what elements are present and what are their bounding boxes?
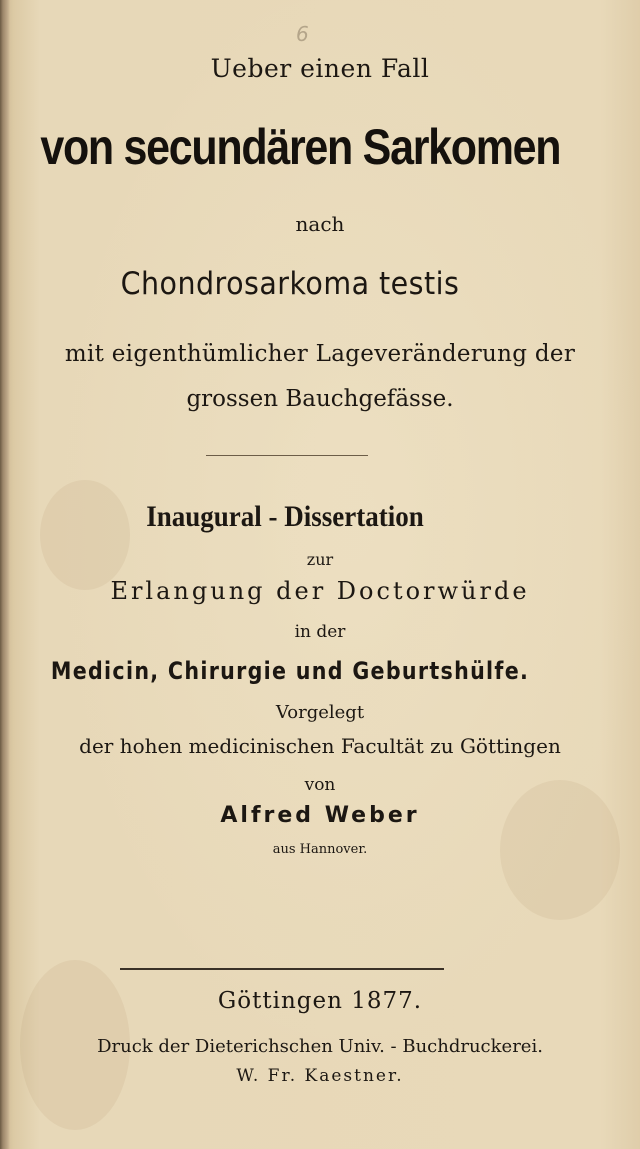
imprint-publisher: W. Fr. Kaestner. [236, 1066, 404, 1086]
title-line-ueber: Ueber einen Fall [210, 54, 430, 83]
pencil-page-mark: 6 [296, 22, 309, 46]
text-von: von [304, 775, 336, 795]
imprint-printer: Druck der Dieterichschen Univ. - Buchdruckerei. [97, 1036, 543, 1057]
faculty-line: der hohen medicinischen Facultät zu Göttingen [79, 734, 561, 758]
author-name: Alfred Weber [220, 803, 420, 828]
text-in-der: in der [294, 622, 346, 642]
dissertation-heading: Inaugural - Dissertation [146, 500, 424, 533]
binding-edge [0, 0, 10, 1149]
paper-stain [40, 480, 130, 590]
title-line-mit: mit eigenthümlicher Lageveränderung der [64, 341, 576, 367]
title-main: von secundären Sarkomen [40, 119, 561, 175]
text-vorgelegt: Vorgelegt [275, 702, 365, 723]
title-line-grossen: grossen Bauchgefässe. [186, 386, 454, 412]
title-subject: Chondrosarkoma testis [120, 266, 460, 302]
title-line-nach: nach [295, 212, 345, 236]
imprint-place-year: Göttingen 1877. [217, 988, 423, 1014]
divider-long [120, 968, 444, 970]
author-origin: aus Hannover. [272, 842, 368, 857]
divider-short [206, 455, 368, 456]
text-zur: zur [306, 550, 334, 569]
text-erlangung: Erlangung der Doctorwürde [110, 577, 530, 605]
faculties-line: Medicin, Chirurgie und Geburtshülfe. [50, 657, 530, 685]
